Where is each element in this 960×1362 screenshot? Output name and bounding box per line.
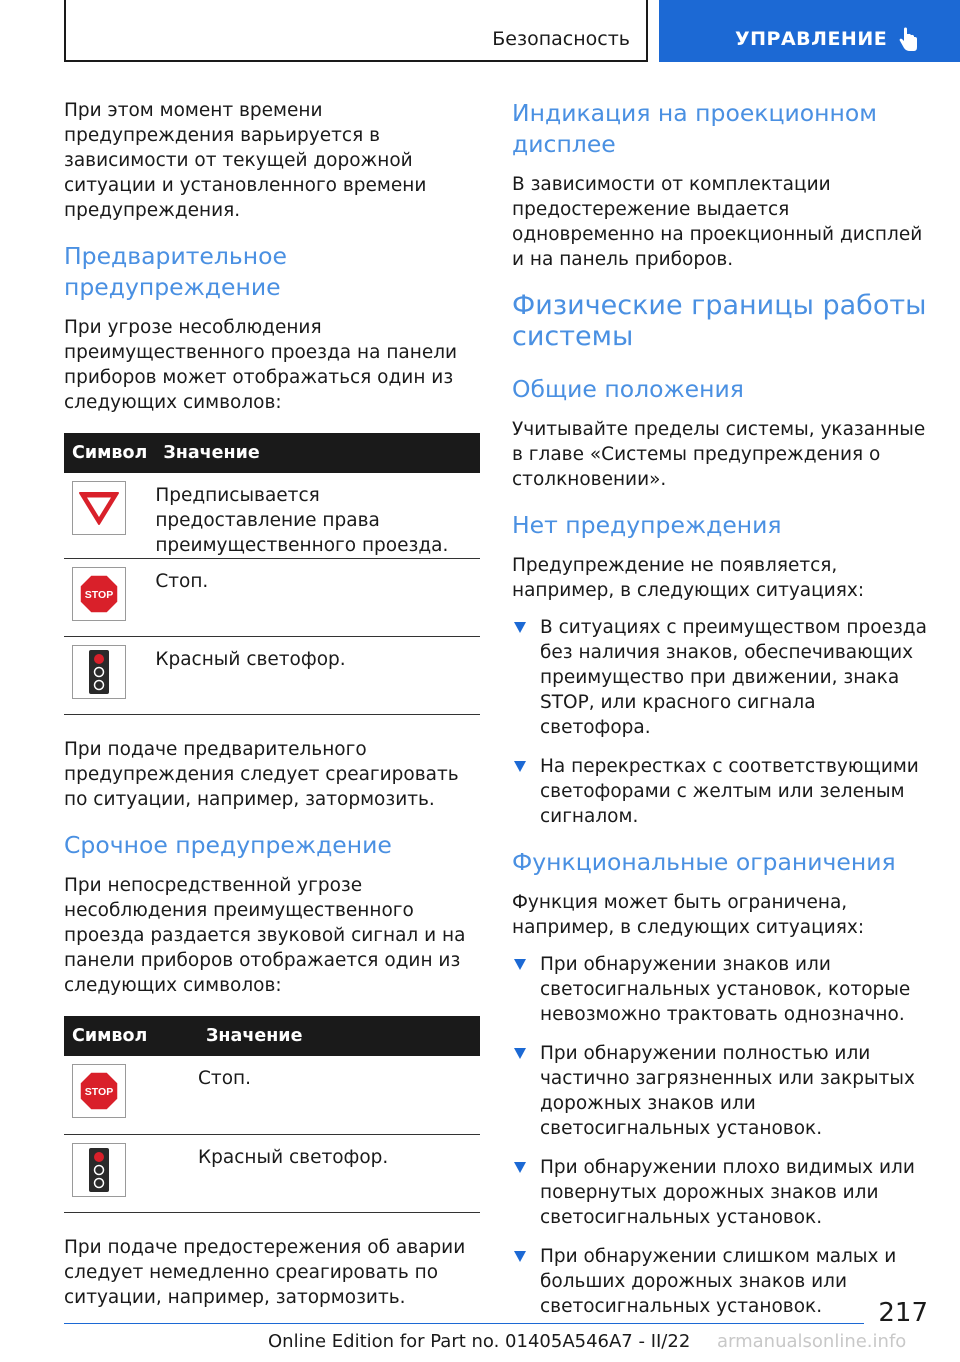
edition-note: Online Edition for Part no. 01405A546A7 - II/22 [268,1331,691,1352]
intro-paragraph: При этом момент времени предупреждения варьируется в зависимости от текущей дорожной ситуации и установленного времени предупреждения. [64,100,427,221]
urgent-warning-text: При непосредственной угрозе несоблюдения преимущественного проезда раздается звуковой сигнал и на панели приборов отображается один из следующих символов: [64,875,466,996]
bullet-triangle-icon [514,761,526,772]
col-symbol-header: Символ [64,433,155,473]
table-row [64,473,480,559]
hud-heading: Индикация на проекционном дисплее [512,99,877,158]
func-limits-text: Функция может быть ограничена, например, в следующих ситуациях: [512,892,865,938]
row-meaning: Красный светофор. [198,1134,480,1212]
stop-sign-icon [72,567,126,621]
stop-sign-label: STOP [84,1086,114,1098]
table-row [64,1134,480,1212]
traffic-light-icon [72,1143,126,1197]
table-row [64,559,480,637]
bullet-triangle-icon [514,622,526,633]
pre-warning-heading: Предварительное предупреждение [64,242,287,301]
list-item: На перекрестках с соответствующими светофорами с желтым или зеленым сигналом. [512,754,928,829]
no-warning-list [512,615,928,829]
left-column [64,98,482,1328]
col-meaning-header: Значение [198,1016,480,1056]
general-text: Учитывайте пределы системы, указанные в главе «Системы предупреждения о столкновении». [512,419,926,490]
urgent-warning-after: При подаче предостережения об аварии следует немедленно среагировать по ситуации, например, затормозить. [64,1236,466,1308]
hand-pointer-icon [897,27,919,53]
list-item: При обнаружении знаков или светосигнальных установок, которые невозможно трактовать однозначно. [512,952,928,1027]
limits-heading: Физические границы работы системы [512,290,927,352]
bullet-triangle-icon [514,1162,526,1173]
list-item: В ситуациях с преимуществом проезда без наличия знаков, обеспечивающих преимущество при движении, знака STOP, или красного сигнала светофора. [512,615,928,740]
list-item: При обнаружении полностью или частично загрязненных или закрытых дорожных знаков или светосигнальных установок. [512,1041,928,1141]
table-header-row [64,433,480,473]
urgent-warning-heading: Срочное предупреждение [64,831,392,859]
row-meaning: Красный светофор. [155,637,480,715]
page-number: 217 [878,1298,928,1328]
bullet-triangle-icon [514,1251,526,1262]
func-limits-heading: Функциональные ограничения [512,848,896,876]
right-column [512,98,928,1337]
pre-warning-after: При подаче предварительного предупреждения следует среагировать по ситуации, например, затормозить. [64,739,459,810]
header-tabs [64,0,960,66]
bullet-triangle-icon [514,1048,526,1059]
list-item: При обнаружении плохо видимых или повернутых дорожных знаков или светосигнальных установок. [512,1155,928,1230]
col-meaning-header: Значение [155,433,480,473]
table-row [64,637,480,715]
bullet-triangle-icon [514,959,526,970]
chapter-tab[interactable] [659,0,960,62]
table-row [64,1056,480,1134]
table-header-row [64,1016,480,1056]
row-meaning: Предписывается предоставление права преимущественного проезда. [155,473,480,559]
yield-sign-icon [72,481,126,535]
stop-sign-label: STOP [84,589,114,601]
no-warning-text: Предупреждение не появляется, например, в следующих ситуациях: [512,555,865,601]
list-item: При обнаружении слишком малых и больших дорожных знаков или светосигнальных установок. [512,1244,928,1319]
urgent-warning-symbol-table [64,1016,480,1213]
row-meaning: Стоп. [198,1056,480,1134]
general-heading: Общие положения [512,375,744,403]
traffic-light-icon [72,645,126,699]
pre-warning-text: При угрозе несоблюдения преимущественного проезда на панели приборов может отображаться один из следующих символов: [64,317,458,413]
watermark: armanualsonline.info [717,1331,907,1352]
func-limits-list [512,952,928,1319]
col-symbol-header: Символ [64,1016,198,1056]
pre-warning-symbol-table [64,433,480,715]
row-meaning: Стоп. [155,559,480,637]
hud-text: В зависимости от комплектации предостережение выдается одновременно на проекционный дисплей и на панель приборов. [512,174,923,270]
footer-divider [64,1323,864,1324]
no-warning-heading: Нет предупреждения [512,511,782,539]
chapter-tab-label: УПРАВЛЕНИЕ [735,28,888,50]
stop-sign-icon [72,1064,126,1118]
section-tab[interactable]: Безопасность [64,0,648,62]
